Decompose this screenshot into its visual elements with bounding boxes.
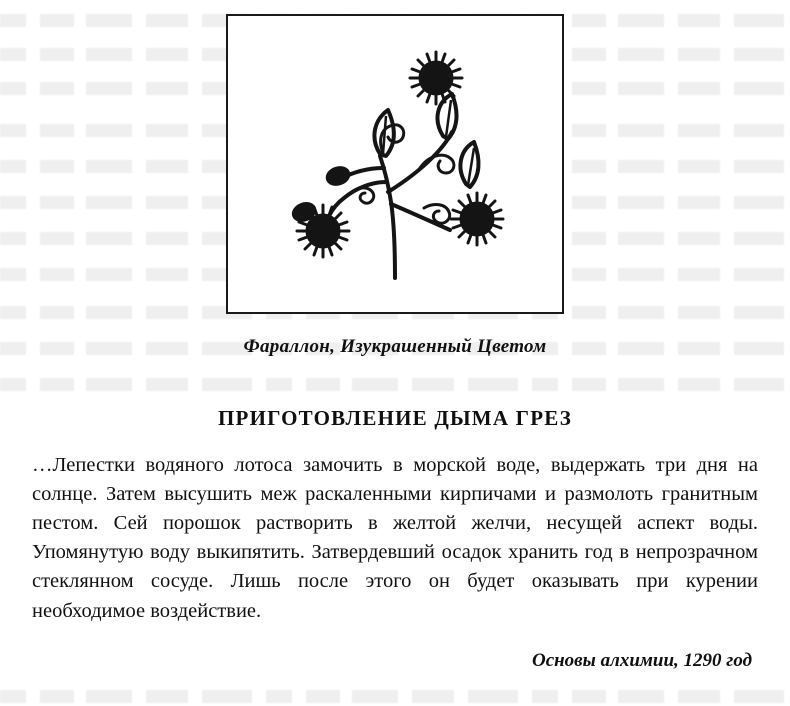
figure-frame bbox=[226, 14, 564, 314]
source-attribution: Основы алхимии, 1290 год bbox=[531, 649, 752, 671]
figure-container bbox=[28, 14, 762, 314]
section-title: ПРИГОТОВЛЕНИЕ ДЫМА ГРЕЗ bbox=[218, 406, 572, 430]
figure-caption: Фараллон, Изукрашенный Цветом bbox=[243, 336, 547, 357]
farallon-plant-illustration bbox=[228, 16, 562, 312]
recipe-body-text: …Лепестки водяного лотоса замочить в морской воде, выдержать три дня на солнце. Затем высушить меж раскаленными кирпичами и размолоть гранитным пестом. Сей порошок растворить в желтой желчи, несущей аспект воды. Упомянутую воду выкипятить. Затвердевший осадок хранить год в непрозрачном стеклянном сосуде. Лишь после этого он будет оказывать при курении необходимое воздействие. bbox=[32, 454, 758, 622]
